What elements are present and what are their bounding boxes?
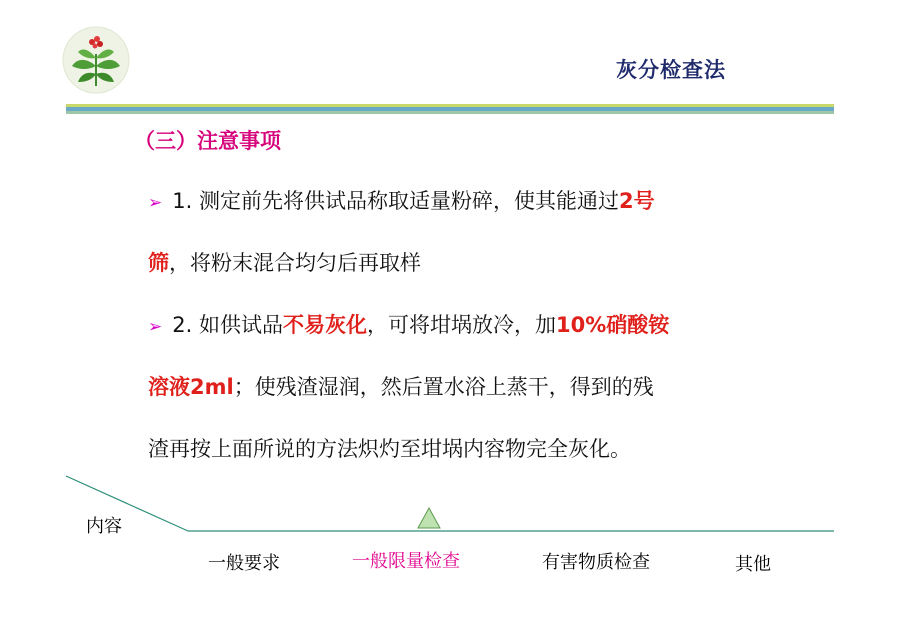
emphasis-text: 筛 (148, 251, 169, 275)
emphasis-text: 10%硝酸铵 (555, 313, 670, 337)
nav-tab-harmful-substances[interactable]: 有害物质检查 (542, 552, 650, 573)
nav-label: 内容 (86, 516, 122, 537)
bullet-arrow-icon: ➢ (148, 193, 163, 213)
section-heading: （三）注意事项 (134, 129, 281, 153)
emphasis-text: 不易灰化 (282, 313, 367, 337)
nav-diagonal-line (66, 476, 188, 531)
body-text: ，将粉末混合均匀后再取样 (169, 251, 421, 275)
triangle-marker-icon (418, 508, 440, 528)
emphasis-text: 溶液2ml (148, 375, 234, 399)
body-text: 1. 测定前先将供试品称取适量粉碎，使其能通过 (172, 189, 619, 213)
nav-tab-other[interactable]: 其他 (735, 554, 771, 575)
emphasis-text: 2号 (618, 189, 655, 213)
body-text: ；使残渣湿润，然后置水浴上蒸干，得到的残 (233, 375, 654, 399)
page-title: 灰分检查法 (616, 58, 726, 82)
nav-tab-general-limit-tests[interactable]: 一般限量检查 (352, 551, 460, 572)
body-text: 2. 如供试品 (172, 313, 283, 337)
body-text: ，可将坩埚放冷，加 (366, 313, 556, 337)
nav-tab-general-requirements[interactable]: 一般要求 (208, 553, 280, 574)
bullet-arrow-icon: ➢ (148, 317, 163, 337)
body-text: 渣再按上面所说的方法炽灼至坩埚内容物完全灰化。 (148, 437, 631, 461)
